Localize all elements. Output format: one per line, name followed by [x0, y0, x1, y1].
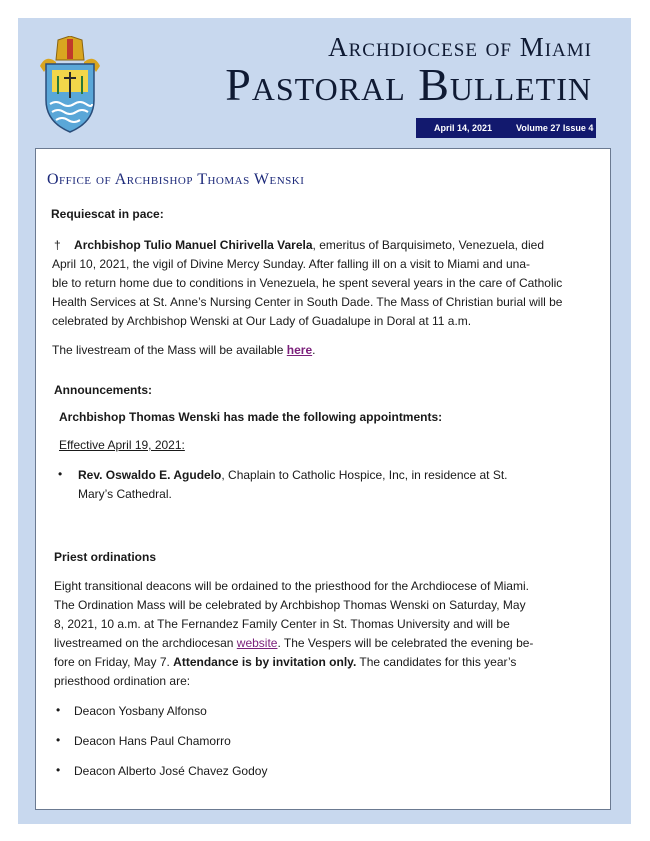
ordinations-heading: Priest ordinations — [54, 550, 157, 564]
ordinations-text-4a: livestreamed on the archdiocesan — [54, 636, 237, 650]
candidate-item: Deacon Yosbany Alfonso — [74, 704, 207, 718]
obituary-line-1 — [54, 236, 544, 255]
section-title: Office of Archbishop Thomas Wenski — [47, 171, 305, 188]
obituary-line-4: Health Services at St. Anne’s Nursing Center in South Dade. The Mass of Christian burial will be — [52, 295, 563, 309]
appointment-line-2: Mary’s Cathedral. — [78, 487, 172, 501]
obituary-text-1: , emeritus of Barquisimeto, Venezuela, died — [312, 238, 544, 252]
org-name: Archdiocese of Miami — [328, 32, 592, 62]
bulletin-title: Pastoral Bulletin — [225, 59, 592, 110]
website-link[interactable]: website — [236, 636, 278, 650]
appointment-text: , Chaplain to Catholic Hospice, Inc, in residence at St. — [221, 468, 508, 482]
bullet-icon: • — [56, 703, 61, 717]
appointment-name: Rev. Oswaldo E. Agudelo — [78, 468, 222, 482]
ordinations-line-3: 8, 2021, 10 a.m. at The Fernandez Family Center in St. Thomas University and will be — [54, 617, 510, 631]
invitation-only-note: Attendance is by invitation only. — [173, 655, 357, 669]
ordinations-line-4 — [54, 634, 533, 653]
cross-icon: † — [54, 238, 61, 252]
ordinations-line-6: priesthood ordination are: — [54, 674, 191, 688]
candidate-item: Deacon Alberto José Chavez Godoy — [74, 764, 268, 778]
bullet-icon: • — [56, 733, 61, 747]
ordinations-text-5b: The candidates for this year’s — [356, 655, 517, 669]
obituary-line-3: ble to return home due to conditions in Venezuela, he spent several years in the care of Catholic — [52, 276, 563, 290]
obituary-line-5: celebrated by Archbishop Wenski at Our Lady of Guadalupe in Doral at 11 a.m. — [52, 314, 472, 328]
bullet-icon: • — [56, 763, 61, 777]
ordinations-line-5 — [54, 653, 516, 672]
requiescat-heading: Requiescat in pace: — [51, 207, 164, 221]
ordinations-text-4b: . The Vespers will be celebrated the evening be- — [277, 636, 534, 650]
appointment-line-1 — [78, 466, 508, 485]
issue-bar — [416, 118, 596, 138]
livestream-link[interactable]: here — [286, 343, 313, 357]
livestream-text: The livestream of the Mass will be available — [52, 343, 287, 357]
ordinations-line-2: The Ordination Mass will be celebrated by Archbishop Thomas Wenski on Saturday, May — [54, 598, 526, 612]
archdiocese-crest-logo — [36, 36, 104, 136]
obituary-name: Archbishop Tulio Manuel Chirivella Varela — [74, 238, 313, 252]
announcements-heading: Announcements: — [54, 383, 153, 397]
ordinations-line-1: Eight transitional deacons will be ordained to the priesthood for the Archdiocese of Miami. — [54, 579, 529, 593]
issue-volume: Volume 27 Issue 4 — [516, 123, 594, 133]
content-box — [35, 148, 611, 810]
effective-date: Effective April 19, 2021: — [59, 438, 185, 452]
ordinations-text-5a: fore on Friday, May 7. — [54, 655, 174, 669]
issue-date: April 14, 2021 — [434, 123, 493, 133]
livestream-line — [52, 341, 315, 360]
obituary-line-2: April 10, 2021, the vigil of Divine Mercy Sunday. After falling ill on a visit to Miami and una- — [52, 257, 531, 271]
appointments-subheading: Archbishop Thomas Wenski has made the following appointments: — [59, 410, 443, 424]
candidate-item: Deacon Hans Paul Chamorro — [74, 734, 231, 748]
livestream-period: . — [312, 343, 316, 357]
bullet-icon: • — [58, 467, 63, 481]
